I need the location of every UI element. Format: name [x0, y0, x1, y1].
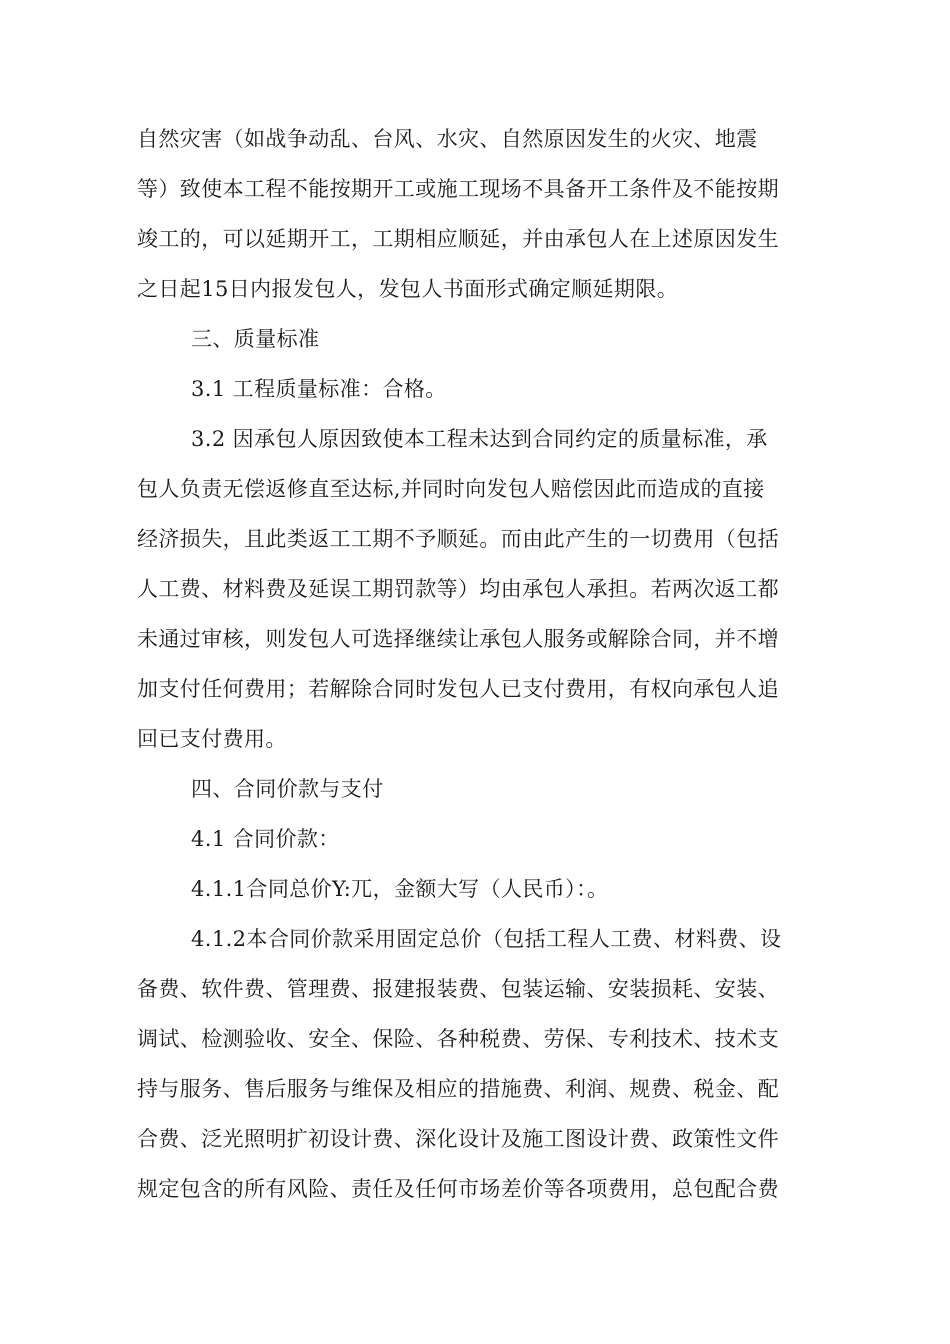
paragraph-line: 调试、检测验收、安全、保险、各种税费、劳保、专利技术、技术支 [137, 1027, 779, 1051]
paragraph-line: 包人负责无偿返修直至达标,并同时向发包人赔偿因此而造成的直接 [137, 477, 765, 501]
paragraph-line: 加支付任何费用；若解除合同时发包人已支付费用，有权向承包人追 [137, 677, 779, 701]
paragraph-line: 回已支付费用。 [137, 727, 287, 751]
clause-line: 4.1.1合同总价Y:兀，金额大写（人民币）：。 [191, 877, 609, 901]
section-heading: 三、质量标准 [191, 327, 320, 351]
paragraph-line: 自然灾害（如战争动乱、台风、水灾、自然原因发生的火灾、地震 [137, 127, 758, 151]
paragraph-line: 人工费、材料费及延误工期罚款等）均由承包人承担。若两次返工都 [137, 577, 779, 601]
paragraph-line: 规定包含的所有风险、责任及任何市场差价等各项费用，总包配合费 [137, 1177, 779, 1201]
section-heading: 四、合同价款与支付 [191, 777, 384, 801]
clause-line: 4.1.2本合同价款采用固定总价（包括工程人工费、材料费、设 [191, 927, 782, 951]
paragraph-line: 经济损失，且此类返工工期不予顺延。而由此产生的一切费用（包括 [137, 527, 779, 551]
clause-line: 4.1 合同价款： [191, 827, 340, 851]
paragraph-line: 合费、泛光照明扩初设计费、深化设计及施工图设计费、政策性文件 [137, 1127, 779, 1151]
paragraph-line: 备费、软件费、管理费、报建报装费、包装运输、安装损耗、安装、 [137, 977, 779, 1001]
paragraph-line: 等）致使本工程不能按期开工或施工现场不具备开工条件及不能按期 [137, 177, 779, 201]
clause-line: 3.1 工程质量标准：合格。 [191, 377, 447, 401]
clause-line: 3.2 因承包人原因致使本工程未达到合同约定的质量标准，承 [191, 427, 768, 451]
paragraph-line: 之日起15日内报发包人，发包人书面形式确定顺延期限。 [137, 277, 679, 301]
paragraph-line: 竣工的，可以延期开工，工期相应顺延，并由承包人在上述原因发生 [137, 227, 779, 251]
paragraph-line: 持与服务、售后服务与维保及相应的措施费、利润、规费、税金、配 [137, 1077, 779, 1101]
paragraph-line: 未通过审核，则发包人可选择继续让承包人服务或解除合同，并不增 [137, 627, 779, 651]
